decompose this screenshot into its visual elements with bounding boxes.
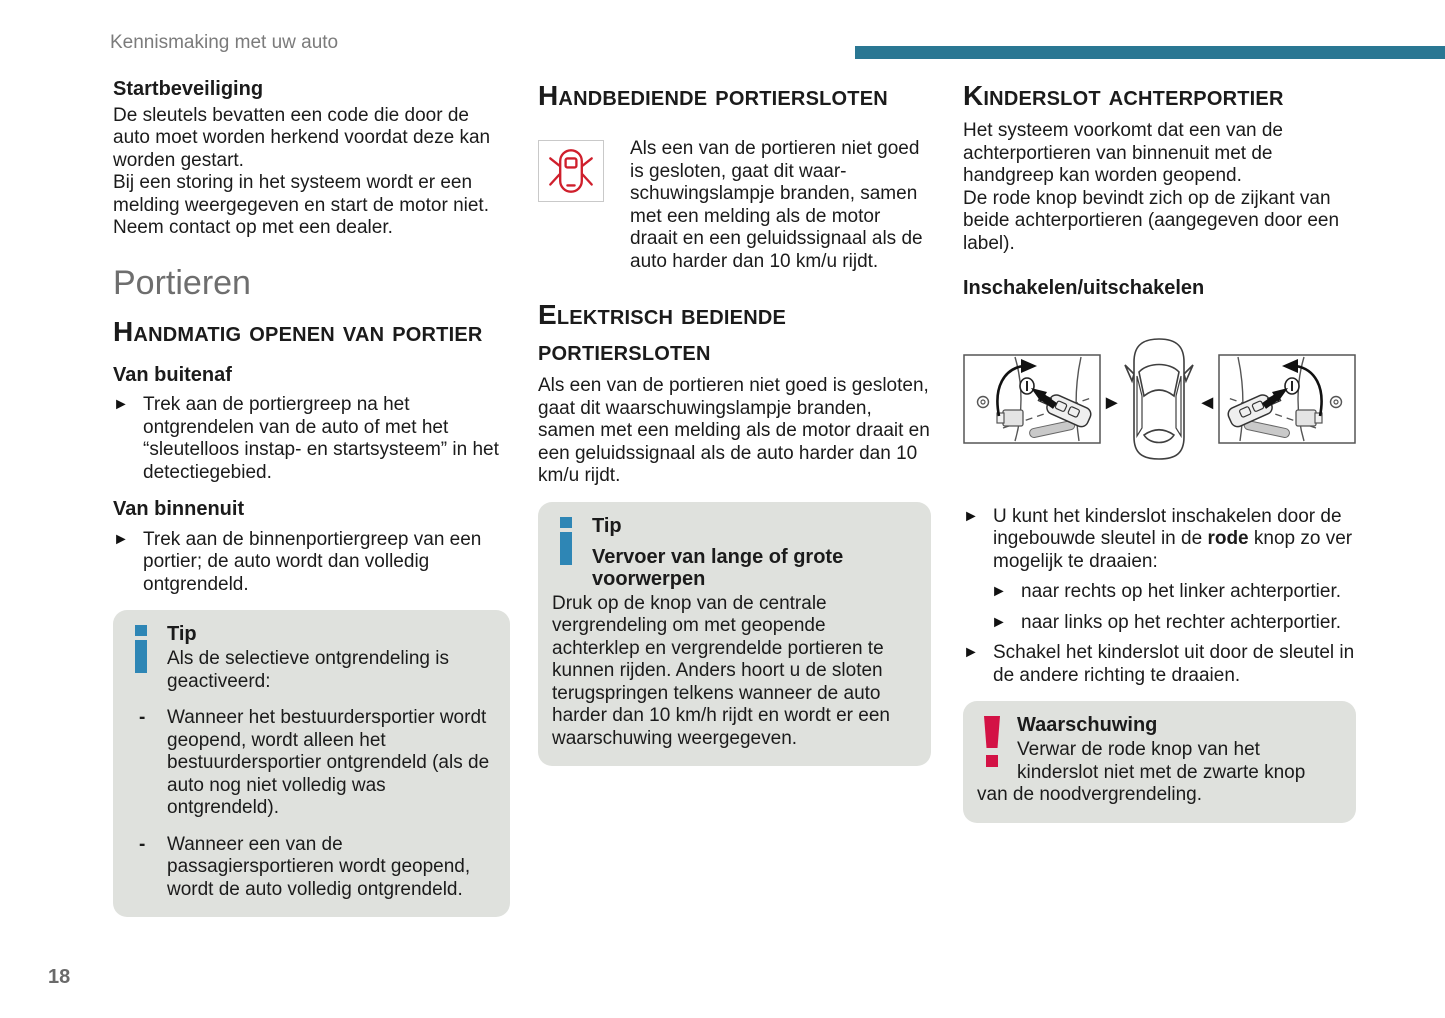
section-title-kinderslot: Kinderslot achterportier: [963, 80, 1284, 111]
tip-list-item: [139, 834, 494, 902]
paragraph: Neem contact op met een dealer.: [113, 217, 393, 238]
instruction-text: Trek aan de portiergreep na het ontgrendelen van de auto of met het “sleutelloos instap- en startsysteem” in het detectiegebied.: [143, 394, 499, 483]
tip-list-item-text: Wanneer een van de passagiersportieren wordt geopend, wordt de auto volledig ontgrendeld.: [167, 833, 471, 900]
childlock-illustration: [963, 328, 1356, 478]
warning-text: Verwar de rode knop van het kinderslot niet met de zwarte knop van de noodvergrendeling.: [977, 739, 1306, 805]
subsection-van-buitenaf: Van buitenaf: [113, 363, 232, 386]
tip-list-item: [139, 707, 494, 820]
section-title-handbediende: Handbediende portiersloten: [538, 80, 888, 111]
bullet-arrow-icon: ►: [963, 644, 979, 661]
tip-intro: Als de selectieve ontgrendeling is geactiveerd:: [167, 648, 450, 692]
dash-marker: -: [139, 707, 146, 728]
paragraph: Het systeem voorkomt dat een van de achterportieren van binnenuit met de handgreep kan worden geopend.: [963, 120, 1283, 186]
door-ajar-icon: [538, 140, 604, 202]
paragraph: Bij een storing in het systeem wordt er een melding weergegeven en start de motor niet.: [113, 172, 489, 216]
tip-box: [538, 502, 931, 767]
instruction-item: [963, 506, 1356, 574]
bullet-arrow-icon: ►: [991, 613, 1007, 631]
car-top-view-illustration: [1122, 334, 1196, 471]
page-number: 18: [48, 966, 71, 988]
dash-marker: -: [139, 833, 146, 855]
instruction-text-part: U kunt het kinderslot inschakelen door de ingebouwde sleutel in de: [993, 505, 1342, 549]
arrow-left-icon: ◄: [1197, 391, 1218, 414]
instruction-item: [113, 529, 510, 597]
warning-lamp-row: [538, 138, 931, 273]
paragraph: Als een van de portieren niet goed is gesloten, gaat dit waar-schuwingslampje branden, samen met een melding als de motor draait en een geluidssignaal als de auto harder dan 10 km/u rijdt.: [630, 138, 923, 272]
instruction-item: [113, 394, 510, 484]
arrow-right-icon: ►: [1101, 391, 1122, 414]
instruction-text-part: knop zo ver mogelijk te draaien:: [993, 528, 1353, 572]
instruction-item-nested: [991, 581, 1356, 604]
tip-text: Druk op de knop van de centrale vergrendeling om met geopende achterklep en vergrendelde portieren te kunnen rijden. Anders hoort u de sloten terugspringen telkens wanneer de auto harder dan 10 km/h rijdt en wordt er een waarschuwing weergegeven.: [552, 592, 890, 749]
right-door-lock-inset-illustration: [1218, 354, 1356, 451]
warning-box: [963, 701, 1356, 823]
column-right: [963, 78, 1356, 823]
info-icon: [554, 517, 580, 572]
chapter-title-portieren: Portieren: [113, 263, 251, 302]
instruction-text: naar links op het rechter achterportier.: [1021, 611, 1342, 633]
paragraph: De rode knop bevindt zich op de zijkant van beide achterportieren (aangegeven door een label).: [963, 187, 1340, 254]
bullet-arrow-icon: ►: [963, 507, 979, 525]
emphasis-rode: rode: [1207, 528, 1249, 549]
section-title-elektrisch: Elektrisch bediende portiersloten: [538, 299, 787, 366]
left-door-lock-inset-illustration: [963, 354, 1101, 451]
instruction-item: [963, 642, 1356, 687]
info-icon: [129, 625, 155, 680]
tip-label: Tip: [167, 623, 197, 645]
paragraph: Als een van de portieren niet goed is gesloten, gaat dit waarschuwingslampje branden, samen met een melding als de motor draait en een geluidssignaal als de auto harder dan 10 km/u rijdt.: [538, 375, 930, 486]
column-left: [113, 78, 510, 917]
bullet-arrow-icon: ►: [991, 583, 1007, 600]
tip-label: Tip: [592, 514, 622, 537]
running-header: Kennismaking met uw auto: [110, 32, 339, 53]
instruction-text: [993, 506, 1356, 574]
instruction-text: Trek aan de binnenportiergreep van een portier; de auto wordt dan volledig ontgrendeld.: [143, 528, 482, 595]
warning-label: Waarschuwing: [1017, 714, 1158, 736]
section-title-startbeveiliging: Startbeveiliging: [113, 78, 264, 100]
subsection-van-binnenuit: Van binnenuit: [113, 498, 245, 520]
subsection-inschakelen: Inschakelen/uitschakelen: [963, 277, 1205, 299]
tip-subtitle: Vervoer van lange of grote voorwerpen: [592, 545, 844, 590]
instruction-item-nested: [991, 612, 1356, 635]
paragraph: De sleutels bevatten een code die door de auto moet worden herkend voordat deze kan worden gestart.: [113, 104, 491, 171]
bullet-arrow-icon: ►: [113, 396, 129, 413]
tip-box: [113, 610, 510, 917]
instruction-text: naar rechts op het linker achterportier.: [1021, 581, 1342, 602]
section-title-handmatig-openen: Handmatig openen van portier: [113, 315, 483, 347]
column-middle: [538, 78, 931, 766]
instruction-text: Schakel het kinderslot uit door de sleutel in de andere richting te draaien.: [993, 642, 1355, 686]
accent-bar: [855, 46, 1445, 59]
bullet-arrow-icon: ►: [113, 530, 129, 548]
warning-icon: [979, 716, 1005, 775]
tip-list-item-text: Wanneer het bestuurdersportier wordt geopend, wordt alleen het bestuurdersportier ontgrendeld (als de auto nog niet volledig was ontgrendeld).: [167, 707, 490, 818]
